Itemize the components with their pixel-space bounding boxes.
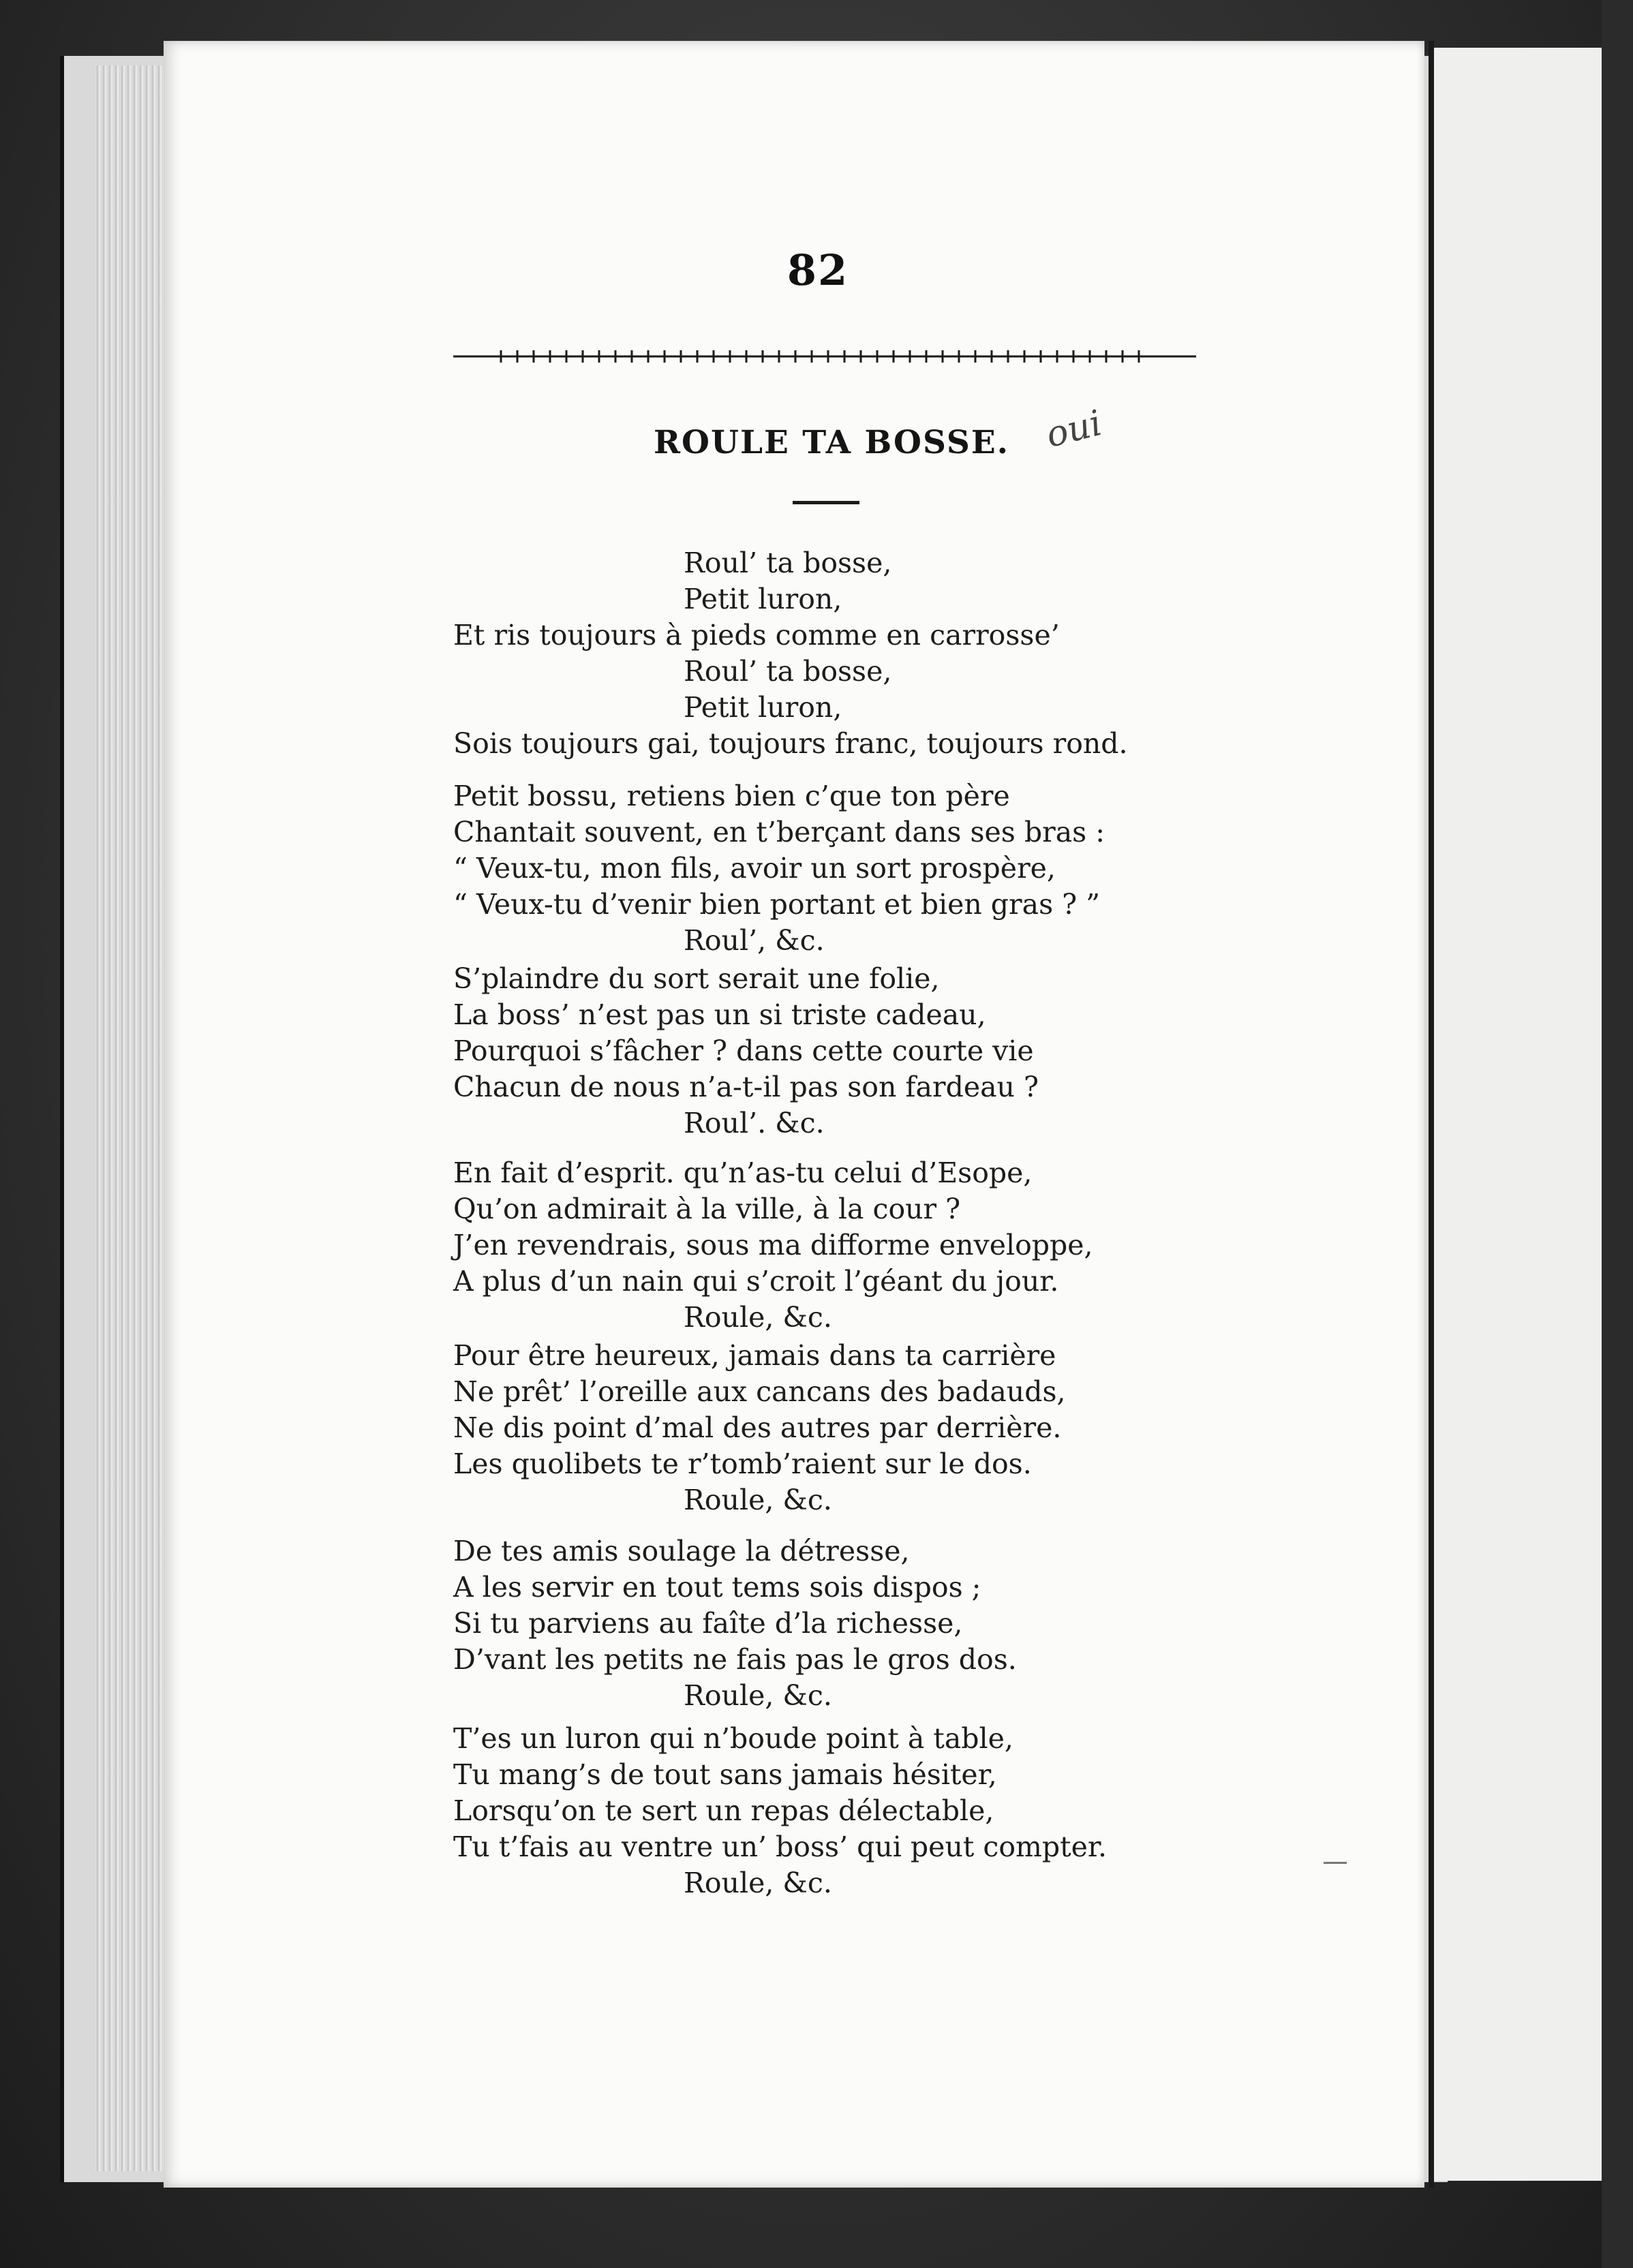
verse-line: Ne dis point d’mal des autres par derrière.: [453, 1411, 1062, 1444]
verse-line: Tu t’fais au ventre un’ boss’ qui peut compter.: [453, 1830, 1107, 1863]
refrain-line: Roule, &c.: [684, 1301, 832, 1334]
verse-line: Sois toujours gai, toujours franc, toujours rond.: [453, 727, 1128, 760]
scan-border: [1602, 0, 1633, 2268]
book-gutter: [1429, 41, 1434, 2188]
facing-page-edge: [1434, 48, 1604, 2181]
verse-line: Les quolibets te r’tomb’raient sur le dos.: [453, 1447, 1032, 1480]
title-rule: [793, 501, 859, 504]
verse-line: Chacun de nous n’a-t-il pas son fardeau ?: [453, 1071, 1039, 1103]
stanza: [453, 1155, 1093, 1336]
verse-line: S’plaindre du sort serait une folie,: [453, 962, 940, 995]
stanza: [453, 1338, 1066, 1518]
stanza: [453, 1721, 1107, 1901]
verse-line: Petit bossu, retiens bien c’que ton père: [453, 780, 1010, 812]
verse-line: “ Veux-tu d’venir bien portant et bien gras ? ”: [453, 888, 1101, 921]
stanza: [453, 778, 1105, 959]
verse-line: En fait d’esprit. qu’n’as-tu celui d’Esope,: [453, 1156, 1033, 1189]
verse-line: A plus d’un nain qui s’croit l’géant du jour.: [453, 1265, 1059, 1298]
verse-line: Pourquoi s’fâcher ? dans cette courte vie: [453, 1035, 1034, 1067]
refrain-line: Roul’ ta bosse,: [684, 547, 892, 579]
handwritten-annotation: oui: [1041, 403, 1106, 456]
refrain-line: Roul’, &c.: [684, 924, 825, 957]
refrain-line: Petit luron,: [684, 691, 842, 724]
verse-line: Pour être heureux, jamais dans ta carrière: [453, 1339, 1056, 1372]
verse-line: Lorsqu’on te sert un repas délectable,: [453, 1794, 994, 1827]
refrain-line: Roul’ ta bosse,: [684, 655, 892, 688]
page-number: 82: [787, 245, 849, 295]
stanza: [453, 545, 1128, 762]
verse-line: Et ris toujours à pieds comme en carrosse’: [453, 619, 1060, 652]
stanza: [453, 961, 1039, 1141]
refrain-line: Roule, &c.: [684, 1867, 832, 1899]
verse-line: Qu’on admirait à la ville, à la cour ?: [453, 1193, 961, 1225]
verse-line: Chantait souvent, en t’berçant dans ses bras :: [453, 816, 1105, 848]
refrain-line: Petit luron,: [684, 583, 842, 615]
verse-line: T’es un luron qui n’boude point à table,: [453, 1722, 1013, 1755]
verse-line: Ne prêt’ l’oreille aux cancans des badauds,: [453, 1375, 1066, 1408]
verse-line: “ Veux-tu, mon fils, avoir un sort prospère,: [453, 852, 1056, 885]
stanza: [453, 1533, 1017, 1714]
refrain-line: Roule, &c.: [684, 1679, 832, 1712]
refrain-line: Roule, &c.: [684, 1484, 832, 1516]
verse-line: La boss’ n’est pas un si triste cadeau,: [453, 998, 986, 1031]
decorative-rule: [453, 343, 1196, 370]
verse-line: J’en revendrais, sous ma difforme enveloppe,: [453, 1229, 1093, 1261]
verse-line: Tu mang’s de tout sans jamais hésiter,: [453, 1758, 997, 1791]
verse-line: D’vant les petits ne fais pas le gros dos.: [453, 1643, 1017, 1676]
refrain-line: Roul’. &c.: [684, 1107, 825, 1139]
margin-mark: [1324, 1862, 1347, 1864]
verse-line: De tes amis soulage la détresse,: [453, 1535, 910, 1567]
song-title: ROULE TA BOSSE.: [653, 424, 1010, 461]
verse-line: A les servir en tout tems sois dispos ;: [453, 1571, 981, 1604]
verse-line: Si tu parviens au faîte d’la richesse,: [453, 1607, 963, 1640]
